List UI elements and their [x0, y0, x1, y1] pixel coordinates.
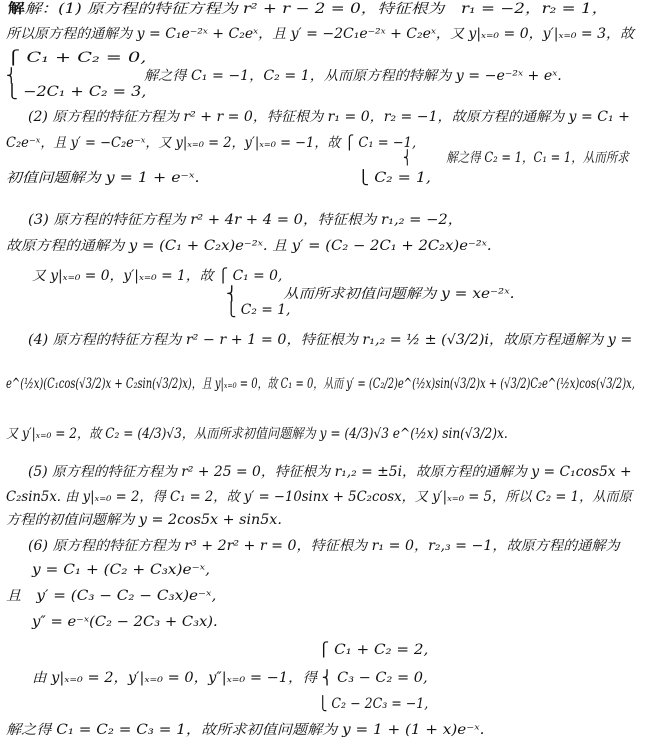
line-part6-start: (6) 原方程的特征方程为 r³ + 2r² + r = 0，特征根为 r₁ = 0，r₂,₃ = −1，故原方程的通解为 [28, 538, 620, 554]
line-part3-system-2: ⎩ C₂ = 1, [226, 302, 291, 318]
line-part6-general: y = C₁ + (C₂ + C₃x)e⁻ˣ, [32, 562, 210, 578]
line-part1-system-2: ⎩ −2C₁ + C₂ = 3, [6, 84, 147, 100]
line-part3-general: 故原方程的通解为 y = (C₁ + C₂x)e⁻²ˣ. 且 y′ = (C₂ − 2C₁ + 2C₂x)e⁻²ˣ. [6, 238, 492, 254]
line-part5-result: 方程的初值问题解为 y = 2cos5x + sin5x. [6, 512, 282, 528]
line-part4-result: 又 y′|ₓ₌₀ = 2，故 C₂ = (4/3)√3，从而所求初值问题解为 y = (4/3)√3 e^(½x) sin(√3/2)x. [6, 426, 508, 442]
line-part2-start: (2) 原方程的特征方程为 r² + r = 0，特征根为 r₁ = 0，r₂ = −1，故原方程的通解为 y = C₁ + [28, 109, 630, 125]
line-part2-solution: 初值问题解为 y = 1 + e⁻ˣ. ⎩ C₂ = 1, [6, 170, 431, 186]
line-part5-start: (5) 原方程的特征方程为 r² + 25 = 0，特征根为 r₁,₂ = ±5i，故原方程的通解为 y = C₁cos5x + [28, 464, 632, 480]
line-part3-result: ⎨ 从而所求初值问题解为 y = xe⁻²ˣ. [226, 286, 515, 302]
line-part1-result: ⎨ 解之得 C₁ = −1，C₂ = 1，从而原方程的特解为 y = −e⁻²ˣ + eˣ. [6, 68, 562, 84]
line-part5-conditions: C₂sin5x. 由 y|ₓ₌₀ = 2，得 C₁ = 2，故 y′ = −10sinx + 5C₂cosx，又 y′|ₓ₌₀ = 5，所以 C₂ = 1，从而原 [6, 489, 632, 505]
line-part6-second-derivative: y″ = e⁻ˣ(C₂ − 2C₃ + C₃x). [32, 614, 218, 630]
line-part4-general: e^(½x)(C₁cos(√3/2)x + C₂sin(√3/2)x)，且 y|ₓ₌₀ = 0，故 C₁ = 0，从而 y′ = (C₂/2)e^(½x)sin(√3/2)x + (√3/2)C₂e^(½x)cos(√3/2)x, [6, 376, 635, 392]
line-part1-system-1: ⎧ C₁ + C₂ = 0, [6, 50, 147, 66]
line-part4-start: (4) 原方程的特征方程为 r² − r + 1 = 0，特征根为 r₁,₂ = ½ ± (√3/2)i，故原方程通解为 y = [28, 332, 633, 348]
line-part2-derivative: C₂e⁻ˣ，且 y′ = −C₂e⁻ˣ，又 y|ₓ₌₀ = 2，y′|ₓ₌₀ = −1，故 ⎧ C₁ = −1, [6, 135, 417, 151]
line-part3-start: (3) 原方程的特征方程为 r² + 4r + 4 = 0，特征根为 r₁,₂ = −2， [28, 212, 463, 228]
line-part6-first-derivative: 且 y′ = (C₃ − C₂ − C₃x)e⁻ˣ, [6, 588, 217, 604]
line-part6-result: 解之得 C₁ = C₂ = C₃ = 1，故所求初值问题解为 y = 1 + (1 + x)e⁻ˣ. [6, 722, 485, 738]
line-part1-start: 解解：(1) 原方程的特征方程为 r² + r − 2 = 0，特征根为 r₁ = −2，r₂ = 1， [8, 1, 609, 17]
line-part6-system-1: ⎧ C₁ + C₂ = 2, [318, 642, 429, 658]
line-part1-general: 所以原方程的通解为 y = C₁e⁻²ˣ + C₂eˣ，且 y′ = −2C₁e⁻²ˣ + C₂eˣ，又 y|ₓ₌₀ = 0，y′|ₓ₌₀ = 3，故 [6, 26, 635, 42]
line-part6-conditions: 由 y|ₓ₌₀ = 2，y′|ₓ₌₀ = 0，y″|ₓ₌₀ = −1，得 ⎨ C₃ − C₂ = 0, [32, 670, 428, 686]
line-part2-result: ⎨ 解之得 C₂ = 1，C₁ = 1，从而所求 [403, 150, 629, 166]
line-part3-conditions: 又 y|ₓ₌₀ = 0，y′|ₓ₌₀ = 1，故 ⎧ C₁ = 0, [32, 268, 283, 284]
line-part6-system-3: ⎩ C₂ − 2C₃ = −1, [318, 696, 429, 712]
